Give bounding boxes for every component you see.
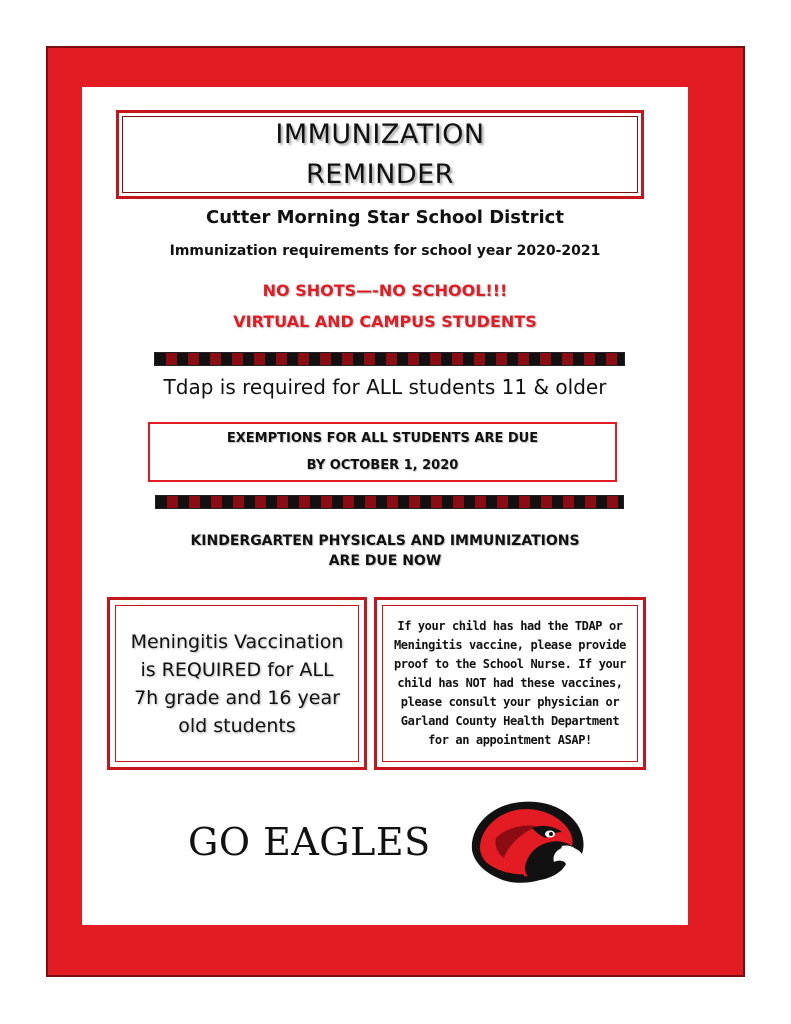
tdap-requirement: Tdap is required for ALL students 11 & older <box>163 375 607 399</box>
no-shots-warning: NO SHOTS—-NO SCHOOL!!! <box>262 281 508 300</box>
district-name: Cutter Morning Star School District <box>206 207 564 228</box>
title-line-1: IMMUNIZATION <box>275 118 485 150</box>
proof-line-2: Meningitis vaccine, please provide <box>393 638 627 652</box>
kindergarten-notice <box>82 531 688 571</box>
title-box <box>116 110 644 199</box>
kindergarten-line-1: KINDERGARTEN PHYSICALS AND IMMUNIZATIONS <box>190 533 580 549</box>
meningitis-card <box>107 597 367 770</box>
proof-line-4: child has NOT had these vaccines, <box>397 676 623 690</box>
go-eagles-slogan: GO EAGLES <box>188 820 431 864</box>
proof-line-6: Garland County Health Department <box>400 714 620 728</box>
checker-divider-bottom <box>155 495 624 509</box>
exemptions-box <box>148 422 617 482</box>
virtual-campus-note: VIRTUAL AND CAMPUS STUDENTS <box>233 312 537 331</box>
meningitis-line-2: is REQUIRED for ALL <box>140 658 334 681</box>
checker-divider-top <box>154 352 625 366</box>
proof-line-3: proof to the School Nurse. If your <box>393 657 627 671</box>
title-line-2: REMINDER <box>306 158 454 190</box>
proof-line-5: please consult your physician or <box>400 695 620 709</box>
proof-card <box>374 597 646 770</box>
proof-line-1: If your child has had the TDAP or <box>397 619 623 633</box>
requirements-year: Immunization requirements for school year 2020-2021 <box>169 243 601 259</box>
exemptions-line-2: BY OCTOBER 1, 2020 <box>306 458 459 473</box>
exemptions-line-1: EXEMPTIONS FOR ALL STUDENTS ARE DUE <box>226 431 539 446</box>
proof-line-7: for an appointment ASAP! <box>428 733 592 747</box>
meningitis-line-3: 7h grade and 16 year <box>134 686 340 709</box>
eagle-head-icon <box>466 798 588 886</box>
kindergarten-line-2: ARE DUE NOW <box>328 553 442 569</box>
meningitis-line-1: Meningitis Vaccination <box>130 630 344 653</box>
meningitis-line-4: old students <box>178 714 296 737</box>
